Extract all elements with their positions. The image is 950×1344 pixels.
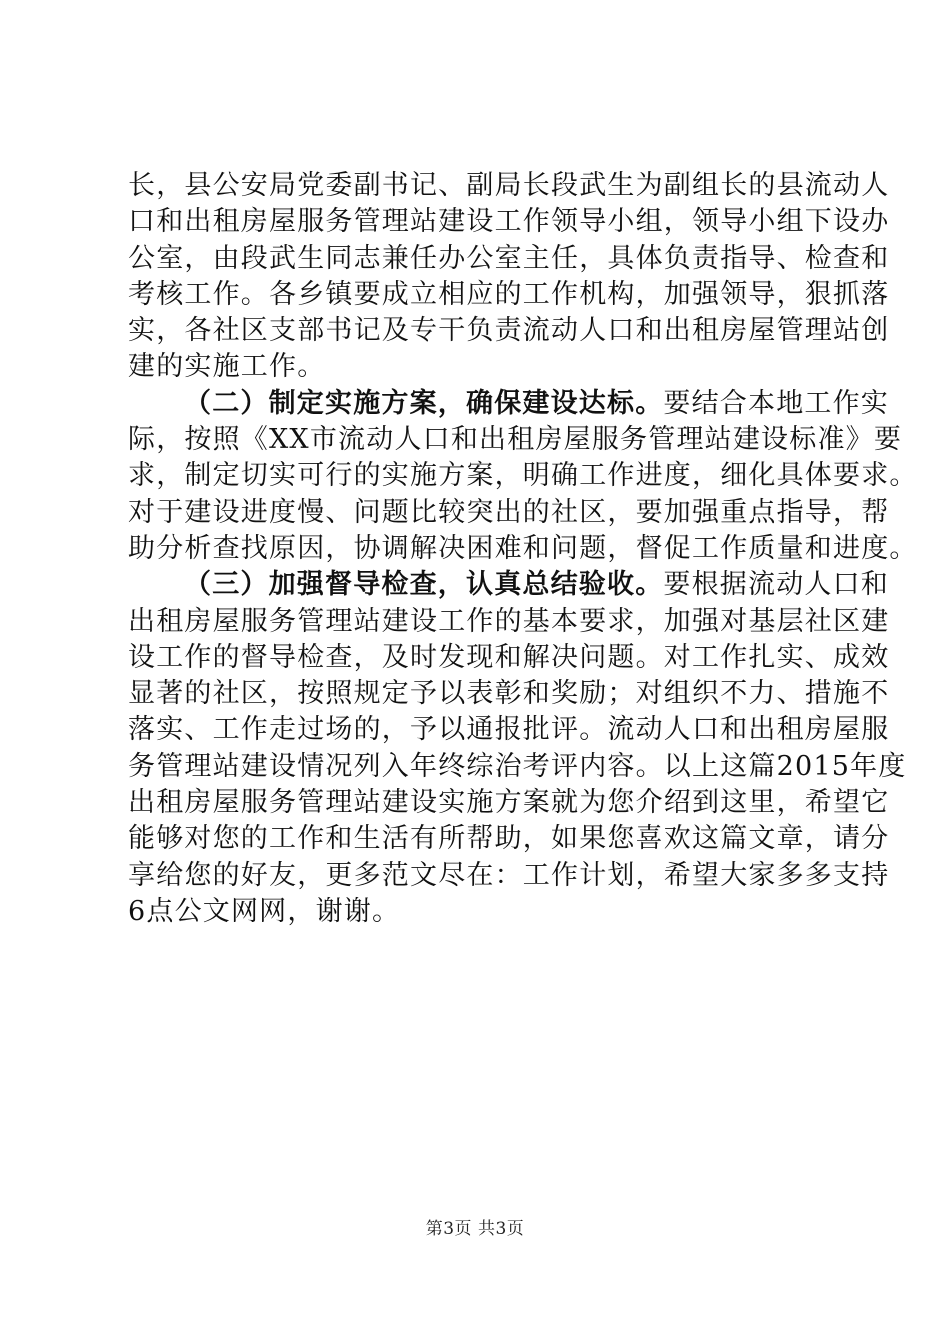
body-text <box>128 168 918 930</box>
text-line: 设工作的督导检查，及时发现和解决问题。对工作扎实、成效 <box>128 641 890 673</box>
text-line: 求，制定切实可行的实施方案，明确工作进度，细化具体要求。 <box>128 460 918 492</box>
text-line: 建的实施工作。 <box>128 351 326 383</box>
section-3-heading: （三）加强督导检查，认真总结验收。 <box>184 569 664 601</box>
text-line: 助分析查找原因，协调解决困难和问题，督促工作质量和进度。 <box>128 532 918 564</box>
section-3-first-line-text: 要根据流动人口和 <box>663 569 890 601</box>
text-line: 长，县公安局党委副书记、副局长段武生为副组长的县流动人 <box>128 170 890 201</box>
text-line: 出租房屋服务管理站建设工作的基本要求，加强对基层社区建 <box>128 605 890 637</box>
text-line: 能够对您的工作和生活有所帮助，如果您喜欢这篇文章，请分 <box>128 823 890 855</box>
section-2-first-line <box>128 386 890 422</box>
text-line: 6点公文网网，谢谢。 <box>128 895 401 927</box>
text-line: 公室，由段武生同志兼任办公室主任，具体负责指导、检查和 <box>128 242 890 274</box>
section-3-first-line <box>128 567 890 603</box>
section-2-heading: （二）制定实施方案，确保建设达标。 <box>184 387 664 419</box>
page-footer: 第3页 共3页 <box>425 1219 525 1239</box>
text-line: 显著的社区，按照规定予以表彰和奖励；对组织不力、措施不 <box>128 678 890 710</box>
text-line: 享给您的好友，更多范文尽在：工作计划，希望大家多多支持 <box>128 859 890 891</box>
section-2-first-line-text: 要结合本地工作实 <box>663 387 890 419</box>
text-line: 务管理站建设情况列入年终综治考评内容。以上这篇2015年度 <box>128 750 907 782</box>
text-line: 际，按照《XX市流动人口和出租房屋服务管理站建设标准》要 <box>128 424 903 456</box>
text-line: 考核工作。各乡镇要成立相应的工作机构，加强领导，狠抓落 <box>128 278 890 310</box>
text-line: 口和出租房屋服务管理站建设工作领导小组，领导小组下设办 <box>128 206 890 238</box>
text-line: 出租房屋服务管理站建设实施方案就为您介绍到这里，希望它 <box>128 787 890 819</box>
text-line: 对于建设进度慢、问题比较突出的社区，要加强重点指导，帮 <box>128 496 890 528</box>
text-line: 落实、工作走过场的，予以通报批评。流动人口和出租房屋服 <box>128 714 890 746</box>
text-line: 实，各社区支部书记及专干负责流动人口和出租房屋管理站创 <box>128 315 890 347</box>
